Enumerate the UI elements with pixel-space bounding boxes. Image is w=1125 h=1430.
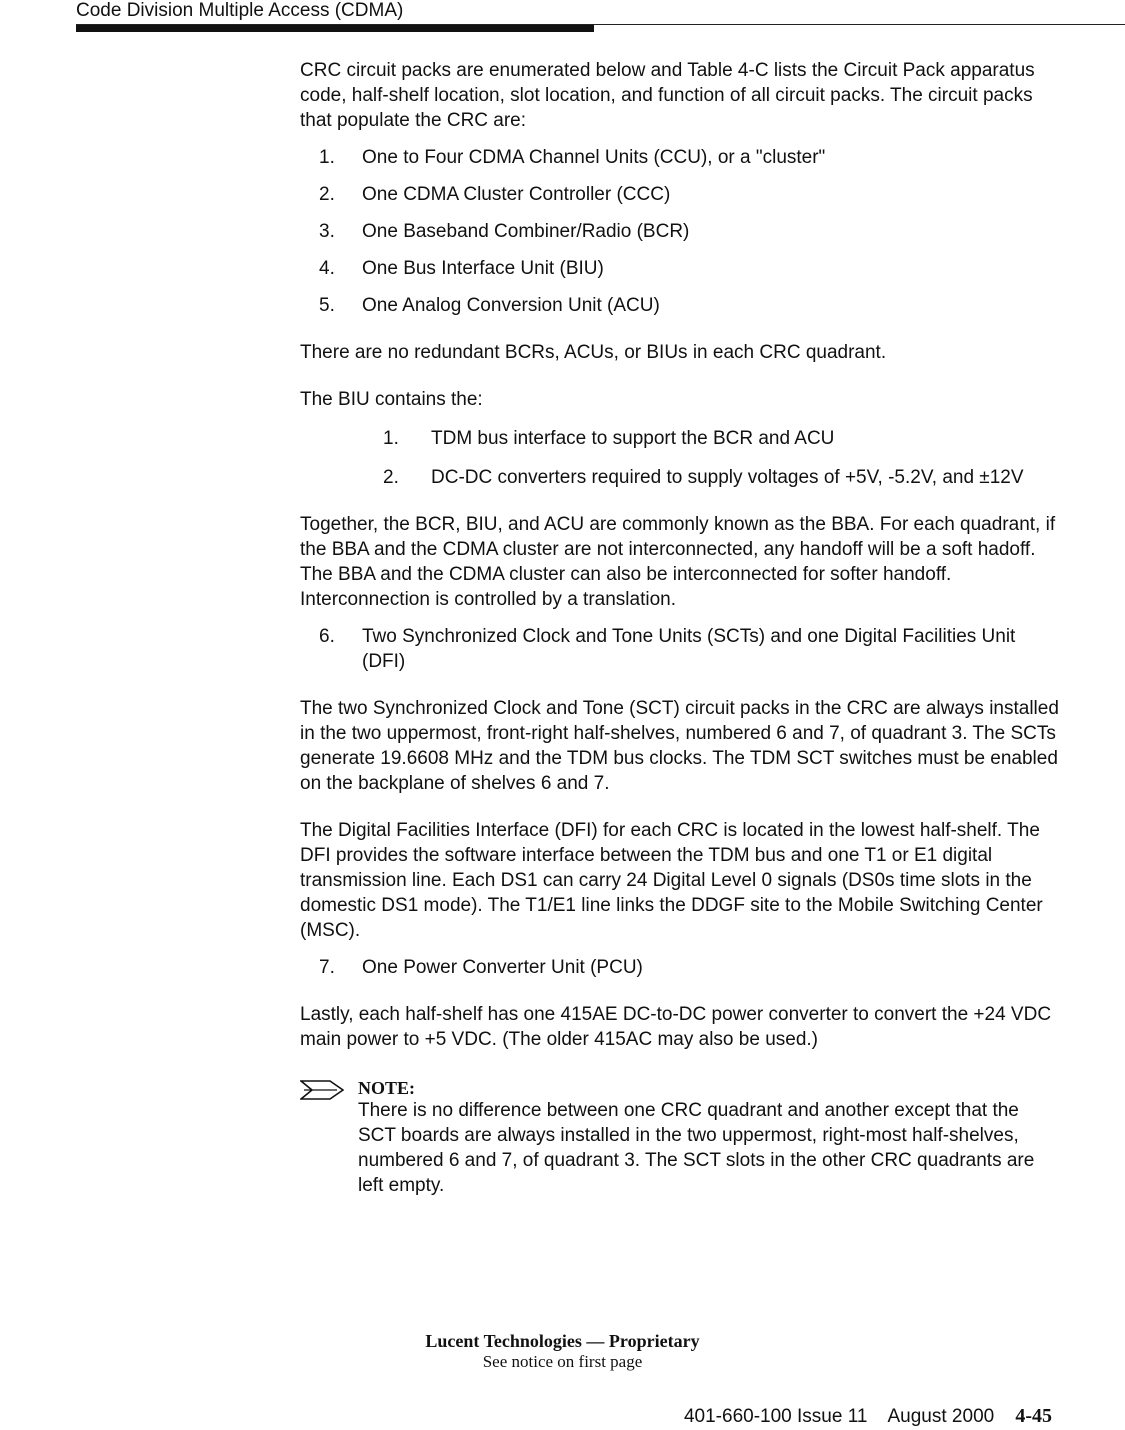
list-number: 5. [319,295,335,316]
biu-paragraph: The BIU contains the: [300,389,483,410]
list-item [300,256,1060,281]
list-number: 4. [319,258,335,279]
list-text: One Bus Interface Unit (BIU) [362,258,604,279]
list-number: 1. [383,428,399,449]
list-item [300,219,1060,244]
list-text: One CDMA Cluster Controller (CCC) [362,184,671,205]
note-arrow-icon [300,1080,344,1100]
running-header-title: Code Division Multiple Access (CDMA) [76,0,404,21]
footer-company-text: Lucent Technologies — Proprietary [425,1331,700,1351]
power-paragraph: Lastly, each half-shelf has one 415AE DC-to-DC power converter to convert the +24 VDC main power to +5 VDC. (The older 415AC may also be used.) [300,1004,1052,1050]
footer-document-info [684,1405,1052,1428]
list-item [300,465,1060,490]
list-text: TDM bus interface to support the BCR and ACU [431,428,835,449]
header-rule-bar [76,25,594,32]
list-number: 2. [383,467,399,488]
list-text: One Baseband Combiner/Radio (BCR) [362,221,690,242]
list-text: Two Synchronized Clock and Tone Units (SCTs) and one Digital Facilities Unit (DFI) [362,626,1016,672]
list-number: 2. [319,184,335,205]
footer-notice-text: See notice on first page [482,1352,643,1371]
bba-paragraph: Together, the BCR, BIU, and ACU are commonly known as the BBA. For each quadrant, if the BBA and the CDMA cluster are not interconnected, any handoff will be a soft hadoff. The BBA and the CDMA cluster can also be interconnected for softer handoff. Interconnection is controlled by a translation. [300,514,1056,610]
list-number: 6. [319,626,335,647]
list-text: DC-DC converters required to supply voltages of +5V, -5.2V, and ±12V [431,467,1024,488]
list-item [300,624,1060,674]
circuit-pack-list [300,145,1060,318]
dfi-paragraph: The Digital Facilities Interface (DFI) for each CRC is located in the lowest half-shelf. The DFI provides the software interface between the TDM bus and one T1 or E1 digital transmission line. Each DS1 can carry 24 Digital Level 0 signals (DS0s time slots in the domestic DS1 mode). The T1/E1 line links the DDGF site to the Mobile Switching Center (MSC). [300,820,1043,941]
list-item [300,955,1060,980]
list-text: One Power Converter Unit (PCU) [362,957,643,978]
list-number: 3. [319,221,335,242]
list-number: 1. [319,147,335,168]
footer-company [0,1331,1125,1352]
page-number: 4-45 [1015,1405,1052,1427]
list-item [300,182,1060,207]
list-text: One to Four CDMA Channel Units (CCU), or a "cluster" [362,147,826,168]
note-block [300,1078,1060,1198]
note-text: There is no difference between one CRC quadrant and another except that the SCT boards are always installed in the two uppermost, right-most half-shelves, numbered 6 and 7, of quadrant 3. The SCT slots in the other CRC quadrants are left empty. [358,1100,1035,1196]
document-id: 401-660-100 Issue 11 [683,1406,868,1427]
note-label: NOTE: [358,1078,416,1098]
sct-paragraph: The two Synchronized Clock and Tone (SCT) circuit packs in the CRC are always installed in the two uppermost, front-right half-shelves, numbered 6 and 7, of quadrant 3. The SCTs generate 19.6608 MHz and the TDM bus clocks. The TDM SCT switches must be enabled on the backplane of shelves 6 and 7. [300,698,1059,794]
list-item [300,145,1060,170]
intro-paragraph: CRC circuit packs are enumerated below and Table 4-C lists the Circuit Pack apparatus code, half-shelf location, slot location, and function of all circuit packs. The circuit packs that populate the CRC are: [300,60,1035,131]
main-content [300,58,1060,1198]
biu-list [300,426,1060,490]
list-number: 7. [319,957,335,978]
redundancy-paragraph: There are no redundant BCRs, ACUs, or BIUs in each CRC quadrant. [300,342,887,363]
document-date: August 2000 [887,1406,995,1427]
list-item [300,426,1060,451]
list-item [300,293,1060,318]
footer-notice [0,1352,1125,1372]
list-text: One Analog Conversion Unit (ACU) [362,295,660,316]
